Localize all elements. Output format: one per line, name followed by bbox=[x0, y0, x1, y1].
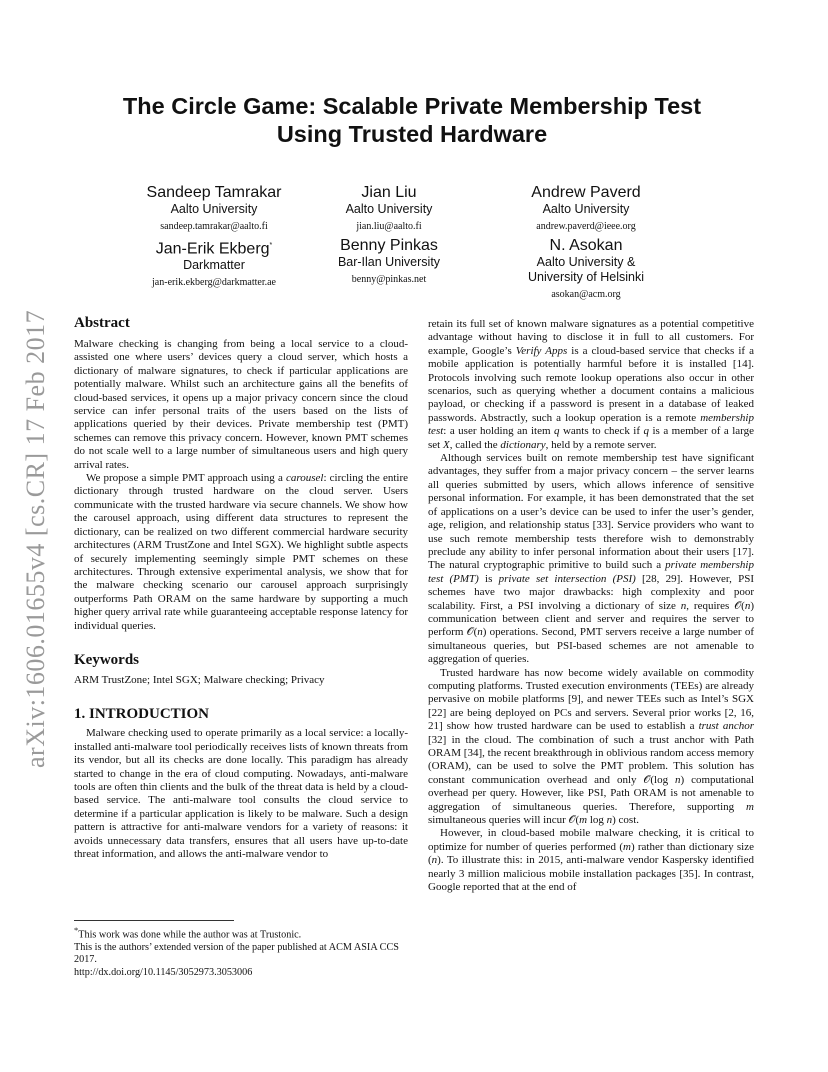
author-affiliation: Aalto University bbox=[345, 202, 433, 216]
author-name: Andrew Paverd bbox=[531, 184, 641, 201]
intro-paragraph: Malware checking used to operate primarily as a local service: a locally-installed anti-malware tool periodically receives lists of known threats from its vendor, but all its checks are done locally. This paradigm has already started to change in the era of cloud computing. Nowadays, anti-malware tools are often thin clients and the bulk of the threat data is held by a cloud-based service. The anti-malware tool consults the cloud service to determine if a particular application is likely to be malware. Such a design pattern is attractive for anti-malware vendors for a variety of reasons: it avoids unnecessary data transfers, ensures that all users have up-to-date threat information, and allows the anti-malware vendor to bbox=[74, 727, 408, 860]
author-block bbox=[114, 236, 314, 290]
title-line-2: Using Trusted Hardware bbox=[276, 121, 548, 147]
author-block bbox=[114, 183, 314, 234]
author-email: jan-erik.ekberg@darkmatter.ae bbox=[152, 277, 276, 289]
author-affiliation: Aalto University & bbox=[536, 255, 636, 269]
body-paragraph: retain its full set of known malware signatures as a potential competitive advantage without having to disclose it in full to all customers. For example, Google’s Verify Apps is a cloud-based service that checks if a mobile application is potentially harmful before it is installed [14]. Protocols involving such remote lookup operations also occur in other scenarios, such as querying whether a document contains a malicious payload, or checking if a password is present in a database of leaked passwords. Abstractly, such a lookup operation is a remote membership test: a user holding an item q wants to check if q is a member of a large set X, called the dictionary, held by a remote server. bbox=[428, 318, 755, 451]
footnote: *This work was done while the author was at Trustonic. bbox=[74, 925, 302, 941]
paper-title bbox=[60, 92, 764, 148]
author-name: N. Asokan bbox=[549, 237, 623, 254]
author-email: andrew.paverd@ieee.org bbox=[536, 221, 636, 232]
author-affiliation: Darkmatter bbox=[183, 258, 245, 273]
abstract-paragraph: Malware checking is changing from being a local service to a cloud-assisted one where users’ devices query a cloud server, which hosts a dictionary of malware signatures, to check if particular applications are potentially malware. Whilst such an architecture gains all the benefits of cloud-based services, it opens up a major privacy concern since the cloud service can infer personal traits of the users based on the lists of applications queried by their devices. Private membership test (PMT) schemes can remove this privacy concern. However, known PMT schemes do not scale well to a large number of simultaneous users and high query arrival rates. bbox=[74, 338, 408, 471]
abstract-paragraph: We propose a simple PMT approach using a carousel: circling the entire dictionary through trusted hardware on the cloud server. Users communicate with the trusted hardware via secure channels. We show how the carousel approach, using different data structures to represent the dictionary, can be realized on two different commercial hardware security architectures (ARM TrustZone and Intel SGX). We highlight subtle aspects of securely implementing seemingly simple PMT schemes on these architectures. Through extensive experimental analysis, we show that for the malware checking scenario our carousel approach surprisingly outperforms Path ORAM on the same hardware by supporting a much higher query arrival rate while guaranteeing acceptable response latency for individual queries. bbox=[74, 472, 408, 632]
body-paragraph: However, in cloud-based mobile malware checking, it is critical to optimize for number of queries performed (m) rather than dictionary size (n). To illustrate this: in 2015, anti-malware vendor Kaspersky identified nearly 3 million malicious mobile installation packages [35]. In contrast, Google reported that at the end of bbox=[428, 827, 754, 894]
footnotes bbox=[74, 924, 414, 979]
author-block bbox=[289, 183, 489, 234]
author-affiliation: University of Helsinki bbox=[527, 270, 644, 284]
left-column bbox=[74, 314, 408, 861]
arxiv-identifier: arXiv:1606.01655v4 [cs.CR] 17 Feb 2017 bbox=[21, 309, 50, 768]
keywords-text: ARM TrustZone; Intel SGX; Malware checking; Privacy bbox=[74, 673, 325, 686]
author-block bbox=[289, 236, 489, 287]
introduction-heading: 1. INTRODUCTION bbox=[74, 706, 210, 723]
author-affiliation: Aalto University bbox=[170, 202, 258, 216]
author-email: jian.liu@aalto.fi bbox=[356, 221, 422, 232]
author-block bbox=[486, 183, 686, 234]
author-affiliation: Bar-Ilan University bbox=[337, 255, 441, 269]
author-email: benny@pinkas.net bbox=[351, 274, 427, 285]
author-name: Benny Pinkas bbox=[340, 237, 438, 254]
body-paragraph: Trusted hardware has now become widely available on commodity computing platforms. Trusted execution environments (TEEs) are already pervasive on mobile platforms [9], and newer TEEs such as Intel’s SGX [22] are being deployed on PCs and servers. Several prior works [2, 16, 21] show how trusted hardware can be used to establish a trust anchor [32] in the cloud. The combination of such a trust anchor with Path ORAM [34], the recent breakthrough in oblivious random access memory (ORAM), can be used to solve the PMT problem. This solution has constant communication overhead and only 𝒪(log n) computational overhead per query. However, like PSI, Path ORAM is not amenable to aggregation of simultaneous queries. Therefore, supporting m simultaneous queries will incur 𝒪(m log n) cost. bbox=[428, 666, 755, 827]
abstract-heading: Abstract bbox=[74, 315, 130, 331]
doi-link[interactable]: http://dx.doi.org/10.1145/3052973.3053006 bbox=[74, 966, 253, 978]
author-affiliation: Aalto University bbox=[542, 202, 630, 216]
footnote-mark: * bbox=[269, 242, 273, 249]
author-block bbox=[486, 236, 686, 302]
author-email: sandeep.tamrakar@aalto.fi bbox=[160, 221, 268, 232]
author-name: Jian Liu bbox=[361, 184, 417, 201]
footnote-divider bbox=[74, 920, 234, 921]
title-line-1: The Circle Game: Scalable Private Membership Test bbox=[122, 93, 702, 119]
body-paragraph: Although services built on remote membership test have significant advantages, they suffer from a major privacy concern – the server learns all queries submitted by users, which allows inference of sensitive personal information. For example, it has been demonstrated that the set of applications on a user’s device can be used to infer the user’s gender, age, religion, and relationship status [33]. Service providers who want to use such remote membership tests therefore wish to demonstrably preclude any ability to infer personal information about their users [17]. The natural cryptographic primitive to build such a private membership test (PMT) is private set intersection (PSI) [28, 29]. However, PSI schemes have two major drawbacks: high complexity and poor scalability. First, a PSI involving a dictionary of size n, requires 𝒪(n) communication between client and server and requires the server to perform 𝒪(n) operations. Second, PMT servers receive a large number of simultaneous queries, but PSI-based schemes are not amenable to aggregation of queries. bbox=[428, 452, 754, 666]
right-column bbox=[428, 318, 754, 894]
footnote: This is the authors’ extended version of the paper published at ACM ASIA CCS 2017. bbox=[74, 941, 399, 966]
author-name: Sandeep Tamrakar bbox=[146, 184, 282, 201]
author-email: asokan@acm.org bbox=[551, 289, 621, 300]
keywords-heading: Keywords bbox=[74, 651, 139, 668]
author-name: Jan-Erik Ekberg* bbox=[155, 240, 273, 258]
